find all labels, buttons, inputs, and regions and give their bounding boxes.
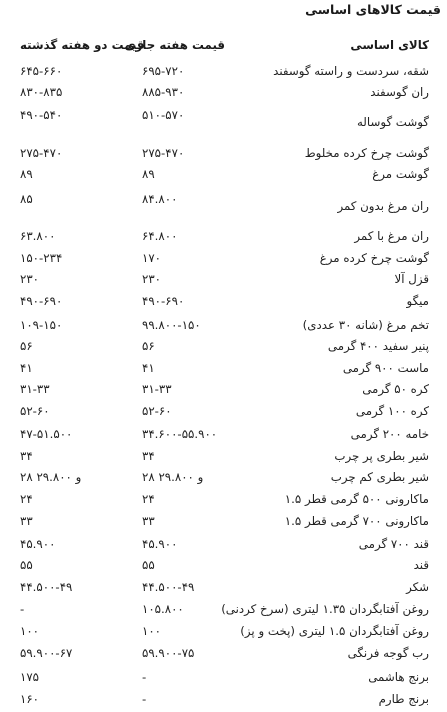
two-weeks-ago-price: ۱۶۰ [20,692,40,706]
two-weeks-ago-price: ۳۴ [20,449,33,463]
two-weeks-ago-price: ۵۵ [20,558,33,572]
table-row [0,146,447,166]
item-name: قزل آلا [394,272,429,286]
current-week-price: ۱۰۵.۸۰۰ [142,602,184,616]
table-row [0,64,447,84]
two-weeks-ago-price: ۳۳ [20,514,33,528]
current-week-price: ۲۳۰ [142,272,162,286]
current-week-price: ۴۴.۵۰۰-۴۹ [142,580,195,594]
two-weeks-ago-price: ۴۱ [20,361,33,375]
current-week-price: ۵۶ [142,339,155,353]
current-week-price: - [142,670,147,684]
two-weeks-ago-price: ۳۱-۳۳ [20,382,50,396]
table-row [0,692,447,712]
table-row [0,294,447,314]
two-weeks-ago-price: ۵۶ [20,339,33,353]
item-name: ماکارونی ۵۰۰ گرمی قطر ۱.۵ [284,492,429,506]
table-row [0,470,447,490]
current-week-price: ۴۱ [142,361,155,375]
table-row [0,580,447,600]
column-header-two-weeks-ago: قیمت دو هفته گذشته [20,38,145,52]
table-row [0,251,447,271]
current-week-price: ۴۹۰-۶۹۰ [142,294,185,308]
table-row [0,382,447,402]
current-week-price: ۸۴.۸۰۰ [142,192,178,206]
current-week-price: ۵۹.۹۰۰-۷۵ [142,646,195,660]
current-week-price: ۶۴.۸۰۰ [142,229,178,243]
page-title: قیمت کالاهای اساسی [305,2,441,17]
item-name: گوشت چرخ کرده مرغ [319,251,429,265]
item-name: تخم مرغ (شانه ۳۰ عددی) [302,318,429,332]
table-header [0,38,447,54]
item-name: میگو [406,294,429,308]
table-row [0,646,447,666]
current-week-price: ۳۱-۳۳ [142,382,172,396]
item-name: روغن آفتابگردان ۱.۵ لیتری (پخت و پز) [240,624,429,638]
current-week-price: ۵۱۰-۵۷۰ [142,108,185,122]
table-row [0,272,447,292]
item-name: خامه ۲۰۰ گرمی [350,427,429,441]
current-week-price: ۳۴.۶۰۰-۵۵.۹۰۰ [142,427,218,441]
two-weeks-ago-price: ۸۳۰-۸۳۵ [20,85,63,99]
table-row [0,449,447,469]
item-name: پنیر سفید ۴۰۰ گرمی [327,339,429,353]
table-row [0,514,447,534]
two-weeks-ago-price: ۴۹۰-۵۴۰ [20,108,63,122]
two-weeks-ago-price: ۸۹ [20,167,33,181]
current-week-price: ۸۹ [142,167,155,181]
item-name: رب گوجه فرنگی [347,646,429,660]
table-row [0,167,447,187]
current-week-price: ۶۹۵-۷۲۰ [142,64,185,78]
item-name: شیر بطری کم چرب [330,470,429,484]
item-name: برنج هاشمی [368,670,429,684]
current-week-price: - [142,692,147,706]
item-name: ران مرغ با کمر [354,229,429,243]
current-week-price: ۲۸ و ۲۹.۸۰۰ [142,470,204,484]
item-name: کره ۵۰ گرمی [362,382,429,396]
item-name: برنج طارم [378,692,429,706]
current-week-price: ۸۸۵-۹۳۰ [142,85,185,99]
item-name: گوشت مرغ [372,167,429,181]
two-weeks-ago-price: ۲۴ [20,492,33,506]
item-name: گوشت گوساله [356,115,429,129]
column-header-current-week: قیمت هفته جاری [124,38,225,52]
current-week-price: ۹۹.۸۰۰-۱۵۰ [142,318,201,332]
table-row [0,558,447,578]
item-name: ماست ۹۰۰ گرمی [342,361,429,375]
two-weeks-ago-price: ۶۴۵-۶۶۰ [20,64,63,78]
two-weeks-ago-price: ۴۵.۹۰۰ [20,537,56,551]
two-weeks-ago-price: - [20,602,25,616]
table-row [0,492,447,512]
current-week-price: ۲۴ [142,492,155,506]
table-row [0,361,447,381]
item-name: گوشت چرخ کرده مخلوط [304,146,429,160]
item-name: ران مرغ بدون کمر [337,199,429,213]
two-weeks-ago-price: ۱۵۰-۲۳۴ [20,251,63,265]
two-weeks-ago-price: ۴۹۰-۶۹۰ [20,294,63,308]
table-row [0,427,447,447]
two-weeks-ago-price: ۱۰۰ [20,624,40,638]
current-week-price: ۱۷۰ [142,251,162,265]
two-weeks-ago-price: ۲۳۰ [20,272,40,286]
table-row [0,670,447,690]
two-weeks-ago-price: ۸۵ [20,192,33,206]
table-row [0,537,447,557]
table-row [0,602,447,622]
two-weeks-ago-price: ۲۸ و ۲۹.۸۰۰ [20,470,82,484]
two-weeks-ago-price: ۶۳.۸۰۰ [20,229,56,243]
two-weeks-ago-price: ۴۴.۵۰۰-۴۹ [20,580,73,594]
item-name: شیر بطری پر چرب [334,449,429,463]
current-week-price: ۴۵.۹۰۰ [142,537,178,551]
item-name: ماکارونی ۷۰۰ گرمی قطر ۱.۵ [284,514,429,528]
two-weeks-ago-price: ۵۹.۹۰۰-۶۷ [20,646,73,660]
item-name: شکر [406,580,429,594]
item-name: شقه، سردست و راسته گوسفند [273,64,429,78]
item-name: قند [413,558,429,572]
item-name: قند ۷۰۰ گرمی [358,537,429,551]
table-row [0,229,447,249]
current-week-price: ۱۰۰ [142,624,162,638]
two-weeks-ago-price: ۵۲-۶۰ [20,404,50,418]
two-weeks-ago-price: ۱۷۵ [20,670,40,684]
table-row [0,624,447,644]
current-week-price: ۵۲-۶۰ [142,404,172,418]
table-row [0,192,447,219]
current-week-price: ۳۴ [142,449,155,463]
column-header-item: کالای اساسی [350,38,429,52]
current-week-price: ۲۷۵-۴۷۰ [142,146,185,160]
two-weeks-ago-price: ۱۰۹-۱۵۰ [20,318,63,332]
current-week-price: ۳۳ [142,514,155,528]
table-row [0,339,447,359]
item-name: کره ۱۰۰ گرمی [355,404,429,418]
item-name: روغن آفتابگردان ۱.۳۵ لیتری (سرخ کردنی) [221,602,429,616]
table-row [0,108,447,135]
table-row [0,85,447,105]
current-week-price: ۵۵ [142,558,155,572]
table-row [0,404,447,424]
two-weeks-ago-price: ۴۷-۵۱.۵۰۰ [20,427,73,441]
two-weeks-ago-price: ۲۷۵-۴۷۰ [20,146,63,160]
table-row [0,318,447,338]
item-name: ران گوسفند [370,85,429,99]
